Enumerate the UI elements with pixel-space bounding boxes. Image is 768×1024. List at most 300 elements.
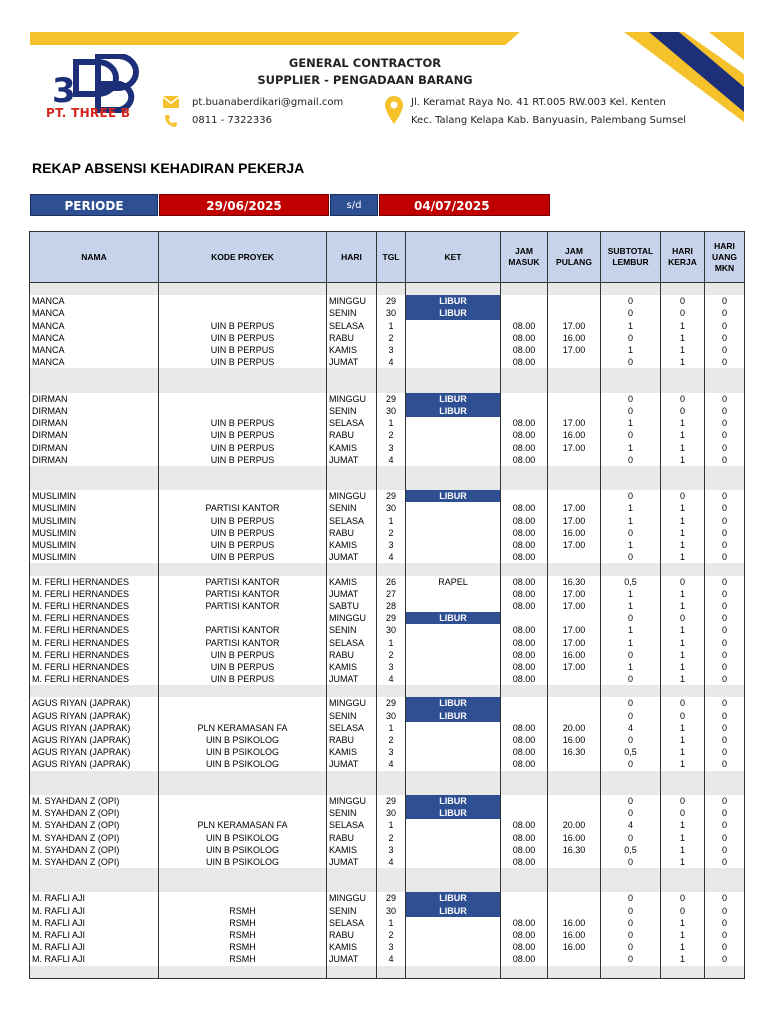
cell-hari-uang-mkn: 0 xyxy=(705,673,745,685)
cell-tgl: 1 xyxy=(377,417,406,429)
cell-hari: RABU xyxy=(327,734,377,746)
cell-hari-uang-mkn: 0 xyxy=(705,393,745,405)
cell-subtotal-lembur: 0 xyxy=(601,892,661,904)
cell-jam-pulang xyxy=(548,563,601,575)
cell-jam-pulang: 17.00 xyxy=(548,502,601,514)
table-row xyxy=(30,563,745,575)
cell-hari-uang-mkn: 0 xyxy=(705,831,745,843)
table-row xyxy=(30,685,745,697)
cell-hari-uang-mkn: 0 xyxy=(705,600,745,612)
cell-hari-kerja: 1 xyxy=(661,502,705,514)
cell-ket xyxy=(406,685,501,697)
cell-jam-pulang xyxy=(548,771,601,783)
cell-jam-masuk xyxy=(501,381,548,393)
cell-hari-kerja: 1 xyxy=(661,722,705,734)
cell-tgl: 1 xyxy=(377,636,406,648)
cell-subtotal-lembur: 0 xyxy=(601,307,661,319)
cell-hari-uang-mkn: 0 xyxy=(705,332,745,344)
cell-nama: MUSLIMIN xyxy=(30,551,159,563)
cell-kode-proyek xyxy=(159,868,327,880)
cell-jam-masuk xyxy=(501,283,548,296)
cell-nama: M. RAFLI AJI xyxy=(30,917,159,929)
cell-nama: DIRMAN xyxy=(30,405,159,417)
cell-tgl: 30 xyxy=(377,624,406,636)
cell-nama xyxy=(30,966,159,979)
table-row xyxy=(30,624,745,636)
cell-nama: DIRMAN xyxy=(30,393,159,405)
cell-kode-proyek: UIN B PSIKOLOG xyxy=(159,734,327,746)
cell-jam-pulang: 16.00 xyxy=(548,429,601,441)
table-row xyxy=(30,917,745,929)
cell-jam-masuk: 08.00 xyxy=(501,332,548,344)
cell-hari-uang-mkn: 0 xyxy=(705,746,745,758)
cell-hari: SENIN xyxy=(327,905,377,917)
col-header-kode-proyek: KODE PROYEK xyxy=(159,232,327,283)
cell-hari-kerja xyxy=(661,368,705,380)
cell-tgl: 27 xyxy=(377,588,406,600)
cell-nama: M. FERLI HERNANDES xyxy=(30,612,159,624)
cell-nama: MANCA xyxy=(30,332,159,344)
cell-hari: MINGGU xyxy=(327,295,377,307)
cell-tgl: 1 xyxy=(377,320,406,332)
cell-ket xyxy=(406,953,501,965)
cell-hari: SELASA xyxy=(327,417,377,429)
cell-subtotal-lembur: 0 xyxy=(601,953,661,965)
cell-hari-kerja: 1 xyxy=(661,819,705,831)
cell-hari-kerja: 0 xyxy=(661,490,705,502)
cell-hari-kerja: 0 xyxy=(661,697,705,709)
cell-jam-masuk xyxy=(501,892,548,904)
cell-subtotal-lembur: 0 xyxy=(601,905,661,917)
cell-hari: JUMAT xyxy=(327,953,377,965)
cell-hari-kerja xyxy=(661,685,705,697)
cell-hari-uang-mkn xyxy=(705,966,745,979)
cell-jam-pulang: 20.00 xyxy=(548,819,601,831)
cell-kode-proyek: RSMH xyxy=(159,929,327,941)
cell-hari-uang-mkn xyxy=(705,771,745,783)
cell-hari-uang-mkn: 0 xyxy=(705,551,745,563)
cell-kode-proyek: PLN KERAMASAN FA xyxy=(159,819,327,831)
cell-hari-kerja: 1 xyxy=(661,344,705,356)
cell-hari-uang-mkn xyxy=(705,880,745,892)
cell-jam-masuk xyxy=(501,697,548,709)
cell-nama xyxy=(30,466,159,478)
cell-subtotal-lembur: 0 xyxy=(601,454,661,466)
table-row xyxy=(30,892,745,904)
cell-kode-proyek: UIN B PERPUS xyxy=(159,551,327,563)
cell-ket xyxy=(406,283,501,296)
cell-hari-uang-mkn: 0 xyxy=(705,441,745,453)
cell-ket: LIBUR xyxy=(406,697,501,709)
cell-hari-uang-mkn: 0 xyxy=(705,722,745,734)
cell-jam-pulang: 17.00 xyxy=(548,624,601,636)
cell-hari-uang-mkn: 0 xyxy=(705,344,745,356)
cell-kode-proyek xyxy=(159,710,327,722)
cell-ket xyxy=(406,502,501,514)
cell-tgl xyxy=(377,880,406,892)
cell-kode-proyek xyxy=(159,490,327,502)
letterhead-gold-stripe xyxy=(30,32,520,45)
table-row xyxy=(30,612,745,624)
col-header-hari: HARI xyxy=(327,232,377,283)
cell-ket xyxy=(406,600,501,612)
cell-tgl: 29 xyxy=(377,697,406,709)
cell-jam-pulang: 16.30 xyxy=(548,844,601,856)
cell-hari-kerja xyxy=(661,466,705,478)
cell-ket: RAPEL xyxy=(406,576,501,588)
cell-subtotal-lembur: 0,5 xyxy=(601,844,661,856)
cell-kode-proyek xyxy=(159,381,327,393)
cell-hari: RABU xyxy=(327,831,377,843)
cell-ket xyxy=(406,673,501,685)
table-row xyxy=(30,844,745,856)
cell-hari xyxy=(327,880,377,892)
cell-nama: M. SYAHDAN Z (OPI) xyxy=(30,807,159,819)
cell-nama: M. FERLI HERNANDES xyxy=(30,576,159,588)
cell-subtotal-lembur xyxy=(601,868,661,880)
cell-hari-uang-mkn: 0 xyxy=(705,429,745,441)
cell-kode-proyek xyxy=(159,612,327,624)
col-header-nama: NAMA xyxy=(30,232,159,283)
cell-hari-uang-mkn: 0 xyxy=(705,576,745,588)
periode-start-date: 29/06/2025 xyxy=(159,194,329,216)
cell-hari-kerja: 1 xyxy=(661,551,705,563)
cell-hari-uang-mkn: 0 xyxy=(705,892,745,904)
document-title: REKAP ABSENSI KEHADIRAN PEKERJA xyxy=(32,160,305,176)
cell-hari: KAMIS xyxy=(327,746,377,758)
cell-tgl: 4 xyxy=(377,673,406,685)
cell-hari-uang-mkn: 0 xyxy=(705,758,745,770)
cell-kode-proyek xyxy=(159,478,327,490)
cell-ket xyxy=(406,429,501,441)
cell-jam-pulang xyxy=(548,478,601,490)
cell-tgl: 2 xyxy=(377,527,406,539)
table-row xyxy=(30,758,745,770)
cell-jam-masuk: 08.00 xyxy=(501,344,548,356)
cell-hari xyxy=(327,466,377,478)
cell-hari-kerja: 0 xyxy=(661,393,705,405)
table-row xyxy=(30,722,745,734)
cell-subtotal-lembur: 0 xyxy=(601,551,661,563)
cell-hari-uang-mkn: 0 xyxy=(705,710,745,722)
cell-ket: LIBUR xyxy=(406,307,501,319)
cell-subtotal-lembur xyxy=(601,466,661,478)
cell-ket xyxy=(406,649,501,661)
cell-jam-pulang: 17.00 xyxy=(548,344,601,356)
col-header-tgl: TGL xyxy=(377,232,406,283)
cell-kode-proyek xyxy=(159,795,327,807)
cell-nama: M. SYAHDAN Z (OPI) xyxy=(30,844,159,856)
table-row xyxy=(30,429,745,441)
cell-jam-masuk: 08.00 xyxy=(501,953,548,965)
cell-jam-pulang: 16.00 xyxy=(548,831,601,843)
cell-ket: LIBUR xyxy=(406,405,501,417)
cell-hari-uang-mkn: 0 xyxy=(705,649,745,661)
cell-nama: M. SYAHDAN Z (OPI) xyxy=(30,856,159,868)
cell-tgl: 29 xyxy=(377,795,406,807)
cell-jam-masuk: 08.00 xyxy=(501,527,548,539)
cell-nama: AGUS RIYAN (JAPRAK) xyxy=(30,722,159,734)
cell-jam-pulang: 16.00 xyxy=(548,929,601,941)
cell-hari: RABU xyxy=(327,649,377,661)
cell-ket: LIBUR xyxy=(406,295,501,307)
cell-tgl: 4 xyxy=(377,758,406,770)
table-row xyxy=(30,783,745,795)
cell-hari-kerja: 1 xyxy=(661,746,705,758)
cell-hari: RABU xyxy=(327,527,377,539)
cell-nama: M. FERLI HERNANDES xyxy=(30,649,159,661)
cell-hari-kerja: 1 xyxy=(661,539,705,551)
cell-hari-kerja: 1 xyxy=(661,527,705,539)
cell-subtotal-lembur: 1 xyxy=(601,661,661,673)
cell-ket xyxy=(406,527,501,539)
cell-nama: M. FERLI HERNANDES xyxy=(30,588,159,600)
cell-subtotal-lembur: 1 xyxy=(601,600,661,612)
cell-tgl: 3 xyxy=(377,344,406,356)
cell-hari: SABTU xyxy=(327,600,377,612)
cell-jam-pulang xyxy=(548,307,601,319)
cell-hari-kerja xyxy=(661,880,705,892)
cell-jam-masuk: 08.00 xyxy=(501,551,548,563)
cell-subtotal-lembur: 4 xyxy=(601,819,661,831)
cell-jam-pulang: 17.00 xyxy=(548,600,601,612)
cell-nama: DIRMAN xyxy=(30,417,159,429)
cell-jam-masuk xyxy=(501,795,548,807)
cell-jam-masuk: 08.00 xyxy=(501,429,548,441)
cell-hari-kerja: 1 xyxy=(661,454,705,466)
table-row xyxy=(30,466,745,478)
cell-kode-proyek xyxy=(159,283,327,296)
cell-hari-kerja: 0 xyxy=(661,576,705,588)
cell-tgl: 4 xyxy=(377,551,406,563)
contact-email: pt.buanaberdikari@gmail.com xyxy=(192,97,344,108)
table-row xyxy=(30,929,745,941)
cell-jam-pulang: 16.00 xyxy=(548,941,601,953)
table-row xyxy=(30,697,745,709)
cell-nama: M. RAFLI AJI xyxy=(30,905,159,917)
cell-nama: M. SYAHDAN Z (OPI) xyxy=(30,795,159,807)
cell-hari: MINGGU xyxy=(327,490,377,502)
cell-ket: LIBUR xyxy=(406,490,501,502)
table-row xyxy=(30,807,745,819)
cell-nama xyxy=(30,783,159,795)
cell-nama xyxy=(30,868,159,880)
cell-hari: KAMIS xyxy=(327,941,377,953)
cell-tgl: 3 xyxy=(377,941,406,953)
cell-kode-proyek xyxy=(159,966,327,979)
cell-kode-proyek: UIN B PERPUS xyxy=(159,356,327,368)
cell-jam-pulang: 17.00 xyxy=(548,588,601,600)
cell-jam-pulang: 17.00 xyxy=(548,441,601,453)
cell-hari: SENIN xyxy=(327,307,377,319)
location-pin-icon xyxy=(385,96,403,124)
cell-hari xyxy=(327,783,377,795)
cell-tgl xyxy=(377,966,406,979)
cell-hari-uang-mkn: 0 xyxy=(705,539,745,551)
cell-tgl: 29 xyxy=(377,490,406,502)
cell-tgl xyxy=(377,771,406,783)
cell-hari-uang-mkn: 0 xyxy=(705,515,745,527)
cell-hari: KAMIS xyxy=(327,441,377,453)
cell-tgl: 30 xyxy=(377,905,406,917)
cell-nama: M. RAFLI AJI xyxy=(30,892,159,904)
cell-hari-kerja: 1 xyxy=(661,356,705,368)
table-row xyxy=(30,381,745,393)
table-row xyxy=(30,417,745,429)
cell-jam-masuk xyxy=(501,783,548,795)
cell-tgl: 4 xyxy=(377,454,406,466)
cell-kode-proyek: RSMH xyxy=(159,953,327,965)
cell-subtotal-lembur: 0 xyxy=(601,941,661,953)
cell-hari xyxy=(327,966,377,979)
cell-tgl: 1 xyxy=(377,515,406,527)
table-row xyxy=(30,405,745,417)
cell-kode-proyek: UIN B PERPUS xyxy=(159,673,327,685)
cell-nama: AGUS RIYAN (JAPRAK) xyxy=(30,758,159,770)
cell-hari: MINGGU xyxy=(327,892,377,904)
cell-hari-kerja: 0 xyxy=(661,307,705,319)
cell-ket xyxy=(406,478,501,490)
cell-ket: LIBUR xyxy=(406,905,501,917)
cell-jam-masuk: 08.00 xyxy=(501,758,548,770)
cell-jam-pulang xyxy=(548,405,601,417)
cell-nama: AGUS RIYAN (JAPRAK) xyxy=(30,697,159,709)
cell-kode-proyek: UIN B PSIKOLOG xyxy=(159,758,327,770)
cell-subtotal-lembur xyxy=(601,880,661,892)
cell-hari-uang-mkn xyxy=(705,783,745,795)
table-row xyxy=(30,905,745,917)
cell-jam-pulang: 16.00 xyxy=(548,917,601,929)
cell-subtotal-lembur xyxy=(601,685,661,697)
cell-hari-uang-mkn: 0 xyxy=(705,807,745,819)
cell-hari: JUMAT xyxy=(327,758,377,770)
cell-subtotal-lembur xyxy=(601,478,661,490)
cell-jam-masuk: 08.00 xyxy=(501,831,548,843)
cell-jam-masuk: 08.00 xyxy=(501,941,548,953)
cell-hari: RABU xyxy=(327,429,377,441)
cell-subtotal-lembur: 0 xyxy=(601,393,661,405)
cell-hari-kerja: 1 xyxy=(661,856,705,868)
table-row xyxy=(30,600,745,612)
cell-subtotal-lembur: 0 xyxy=(601,490,661,502)
attendance-table xyxy=(29,231,745,979)
cell-tgl: 30 xyxy=(377,502,406,514)
cell-hari xyxy=(327,771,377,783)
cell-kode-proyek: UIN B PERPUS xyxy=(159,429,327,441)
table-row xyxy=(30,831,745,843)
cell-ket xyxy=(406,563,501,575)
cell-ket: LIBUR xyxy=(406,710,501,722)
cell-jam-masuk xyxy=(501,807,548,819)
table-row xyxy=(30,880,745,892)
table-row xyxy=(30,539,745,551)
cell-kode-proyek: PLN KERAMASAN FA xyxy=(159,722,327,734)
cell-kode-proyek: PARTISI KANTOR xyxy=(159,588,327,600)
cell-nama: DIRMAN xyxy=(30,429,159,441)
cell-jam-pulang: 16.00 xyxy=(548,332,601,344)
cell-nama: MANCA xyxy=(30,307,159,319)
cell-hari-kerja: 1 xyxy=(661,917,705,929)
table-row xyxy=(30,307,745,319)
cell-hari-uang-mkn: 0 xyxy=(705,697,745,709)
cell-hari-kerja: 1 xyxy=(661,941,705,953)
cell-kode-proyek xyxy=(159,783,327,795)
svg-text:3: 3 xyxy=(52,71,76,111)
cell-jam-masuk: 08.00 xyxy=(501,661,548,673)
cell-hari-uang-mkn xyxy=(705,868,745,880)
cell-nama: AGUS RIYAN (JAPRAK) xyxy=(30,710,159,722)
cell-jam-pulang: 17.00 xyxy=(548,539,601,551)
cell-kode-proyek xyxy=(159,295,327,307)
cell-jam-masuk: 08.00 xyxy=(501,515,548,527)
cell-hari-kerja: 1 xyxy=(661,636,705,648)
col-header-jam-pulang: JAM PULANG xyxy=(548,232,601,283)
cell-jam-masuk xyxy=(501,295,548,307)
cell-ket: LIBUR xyxy=(406,393,501,405)
cell-nama: MUSLIMIN xyxy=(30,527,159,539)
cell-jam-pulang xyxy=(548,795,601,807)
cell-ket xyxy=(406,344,501,356)
cell-jam-pulang xyxy=(548,393,601,405)
cell-kode-proyek: UIN B PERPUS xyxy=(159,649,327,661)
cell-jam-pulang xyxy=(548,466,601,478)
cell-ket xyxy=(406,661,501,673)
col-header-ket: KET xyxy=(406,232,501,283)
cell-hari: SENIN xyxy=(327,624,377,636)
cell-jam-masuk xyxy=(501,563,548,575)
cell-subtotal-lembur: 0 xyxy=(601,429,661,441)
cell-hari-uang-mkn: 0 xyxy=(705,307,745,319)
cell-jam-masuk: 08.00 xyxy=(501,917,548,929)
cell-tgl xyxy=(377,868,406,880)
cell-jam-masuk: 08.00 xyxy=(501,624,548,636)
cell-jam-masuk: 08.00 xyxy=(501,734,548,746)
table-row xyxy=(30,478,745,490)
cell-subtotal-lembur: 0 xyxy=(601,295,661,307)
cell-hari xyxy=(327,563,377,575)
cell-subtotal-lembur: 0 xyxy=(601,807,661,819)
table-row xyxy=(30,551,745,563)
cell-tgl xyxy=(377,478,406,490)
cell-tgl: 2 xyxy=(377,429,406,441)
cell-jam-pulang xyxy=(548,710,601,722)
cell-ket xyxy=(406,624,501,636)
cell-hari: KAMIS xyxy=(327,844,377,856)
cell-hari-kerja: 1 xyxy=(661,734,705,746)
cell-jam-pulang: 16.30 xyxy=(548,746,601,758)
cell-kode-proyek: PARTISI KANTOR xyxy=(159,624,327,636)
cell-subtotal-lembur: 1 xyxy=(601,502,661,514)
cell-jam-masuk xyxy=(501,393,548,405)
cell-hari-kerja xyxy=(661,966,705,979)
cell-hari-kerja: 0 xyxy=(661,295,705,307)
cell-ket xyxy=(406,758,501,770)
cell-ket xyxy=(406,356,501,368)
cell-tgl: 2 xyxy=(377,332,406,344)
cell-tgl: 3 xyxy=(377,844,406,856)
table-row xyxy=(30,746,745,758)
cell-jam-masuk xyxy=(501,905,548,917)
cell-jam-pulang xyxy=(548,807,601,819)
cell-jam-masuk: 08.00 xyxy=(501,636,548,648)
cell-subtotal-lembur: 1 xyxy=(601,417,661,429)
cell-ket xyxy=(406,539,501,551)
cell-hari-uang-mkn: 0 xyxy=(705,356,745,368)
cell-jam-masuk: 08.00 xyxy=(501,502,548,514)
cell-hari-uang-mkn: 0 xyxy=(705,795,745,807)
cell-jam-masuk xyxy=(501,368,548,380)
cell-jam-masuk: 08.00 xyxy=(501,441,548,453)
